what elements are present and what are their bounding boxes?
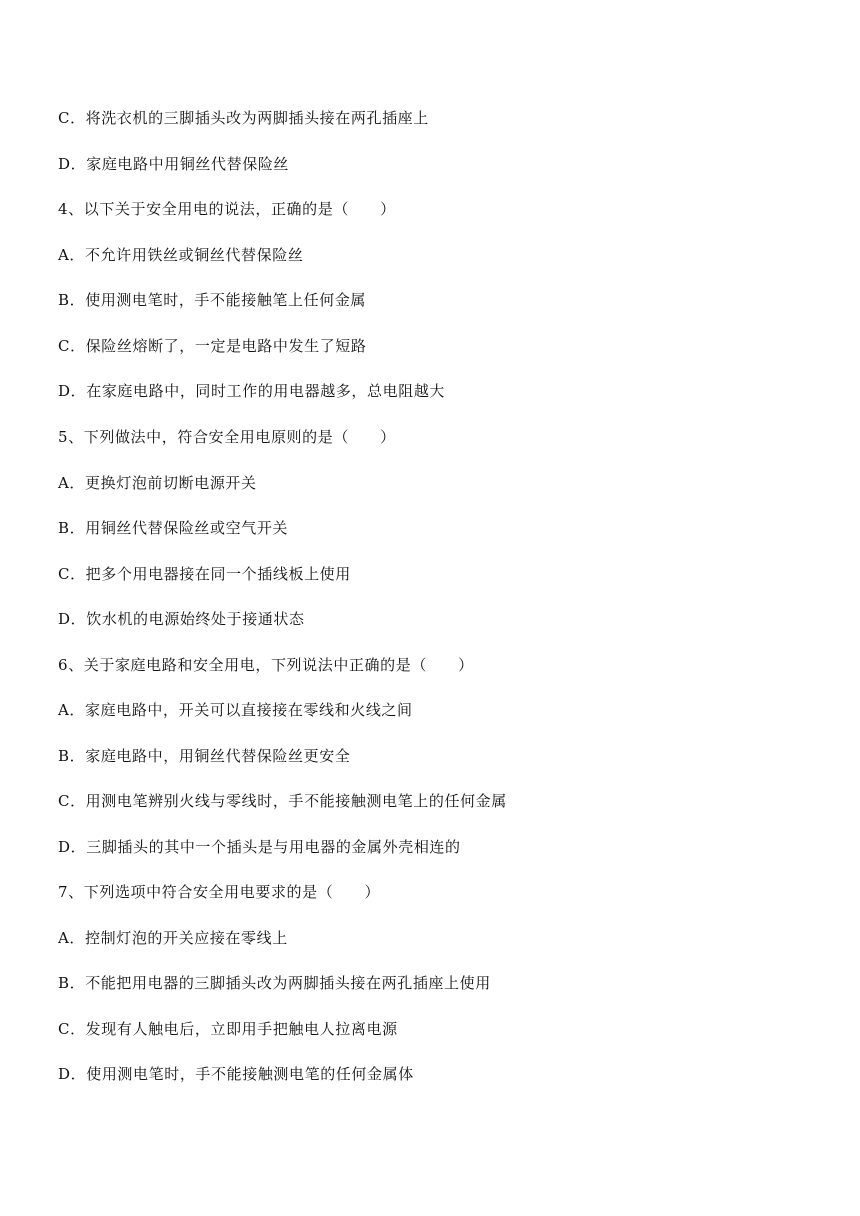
option-7a: A．控制灯泡的开关应接在零线上: [58, 929, 288, 947]
question-5: 5、下列做法中，符合安全用电原则的是（ ）: [58, 428, 396, 446]
option-6c: C．用测电笔辨别火线与零线时，手不能接触测电笔上的任何金属: [58, 792, 507, 810]
option-4d: D．在家庭电路中，同时工作的用电器越多，总电阻越大: [58, 382, 446, 400]
option-4c: C．保险丝熔断了，一定是电路中发生了短路: [58, 337, 367, 355]
option-5d: D．饮水机的电源始终处于接通状态: [58, 610, 305, 628]
question-7: 7、下列选项中符合安全用电要求的是（ ）: [58, 883, 381, 901]
option-6a: A．家庭电路中，开关可以直接接在零线和火线之间: [58, 701, 413, 719]
question-6: 6、关于家庭电路和安全用电，下列说法中正确的是（ ）: [58, 656, 474, 674]
option-5c: C．把多个用电器接在同一个插线板上使用: [58, 565, 351, 583]
option-6b: B．家庭电路中，用铜丝代替保险丝更安全: [58, 747, 351, 765]
option-7b: B．不能把用电器的三脚插头改为两脚插头接在两孔插座上使用: [58, 974, 491, 992]
option-3c: C．将洗衣机的三脚插头改为两脚插头接在两孔插座上: [58, 109, 429, 127]
option-3d: D．家庭电路中用铜丝代替保险丝: [58, 155, 290, 173]
option-5a: A．更换灯泡前切断电源开关: [58, 474, 257, 492]
option-4b: B．使用测电笔时，手不能接触笔上任何金属: [58, 291, 367, 309]
option-5b: B．用铜丝代替保险丝或空气开关: [58, 519, 289, 537]
option-4a: A．不允许用铁丝或铜丝代替保险丝: [58, 246, 304, 264]
question-4: 4、以下关于安全用电的说法，正确的是（ ）: [58, 200, 396, 218]
option-7d: D．使用测电笔时，手不能接触测电笔的任何金属体: [58, 1065, 414, 1083]
option-7c: C．发现有人触电后，立即用手把触电人拉离电源: [58, 1020, 398, 1038]
option-6d: D．三脚插头的其中一个插头是与用电器的金属外壳相连的: [58, 838, 461, 856]
